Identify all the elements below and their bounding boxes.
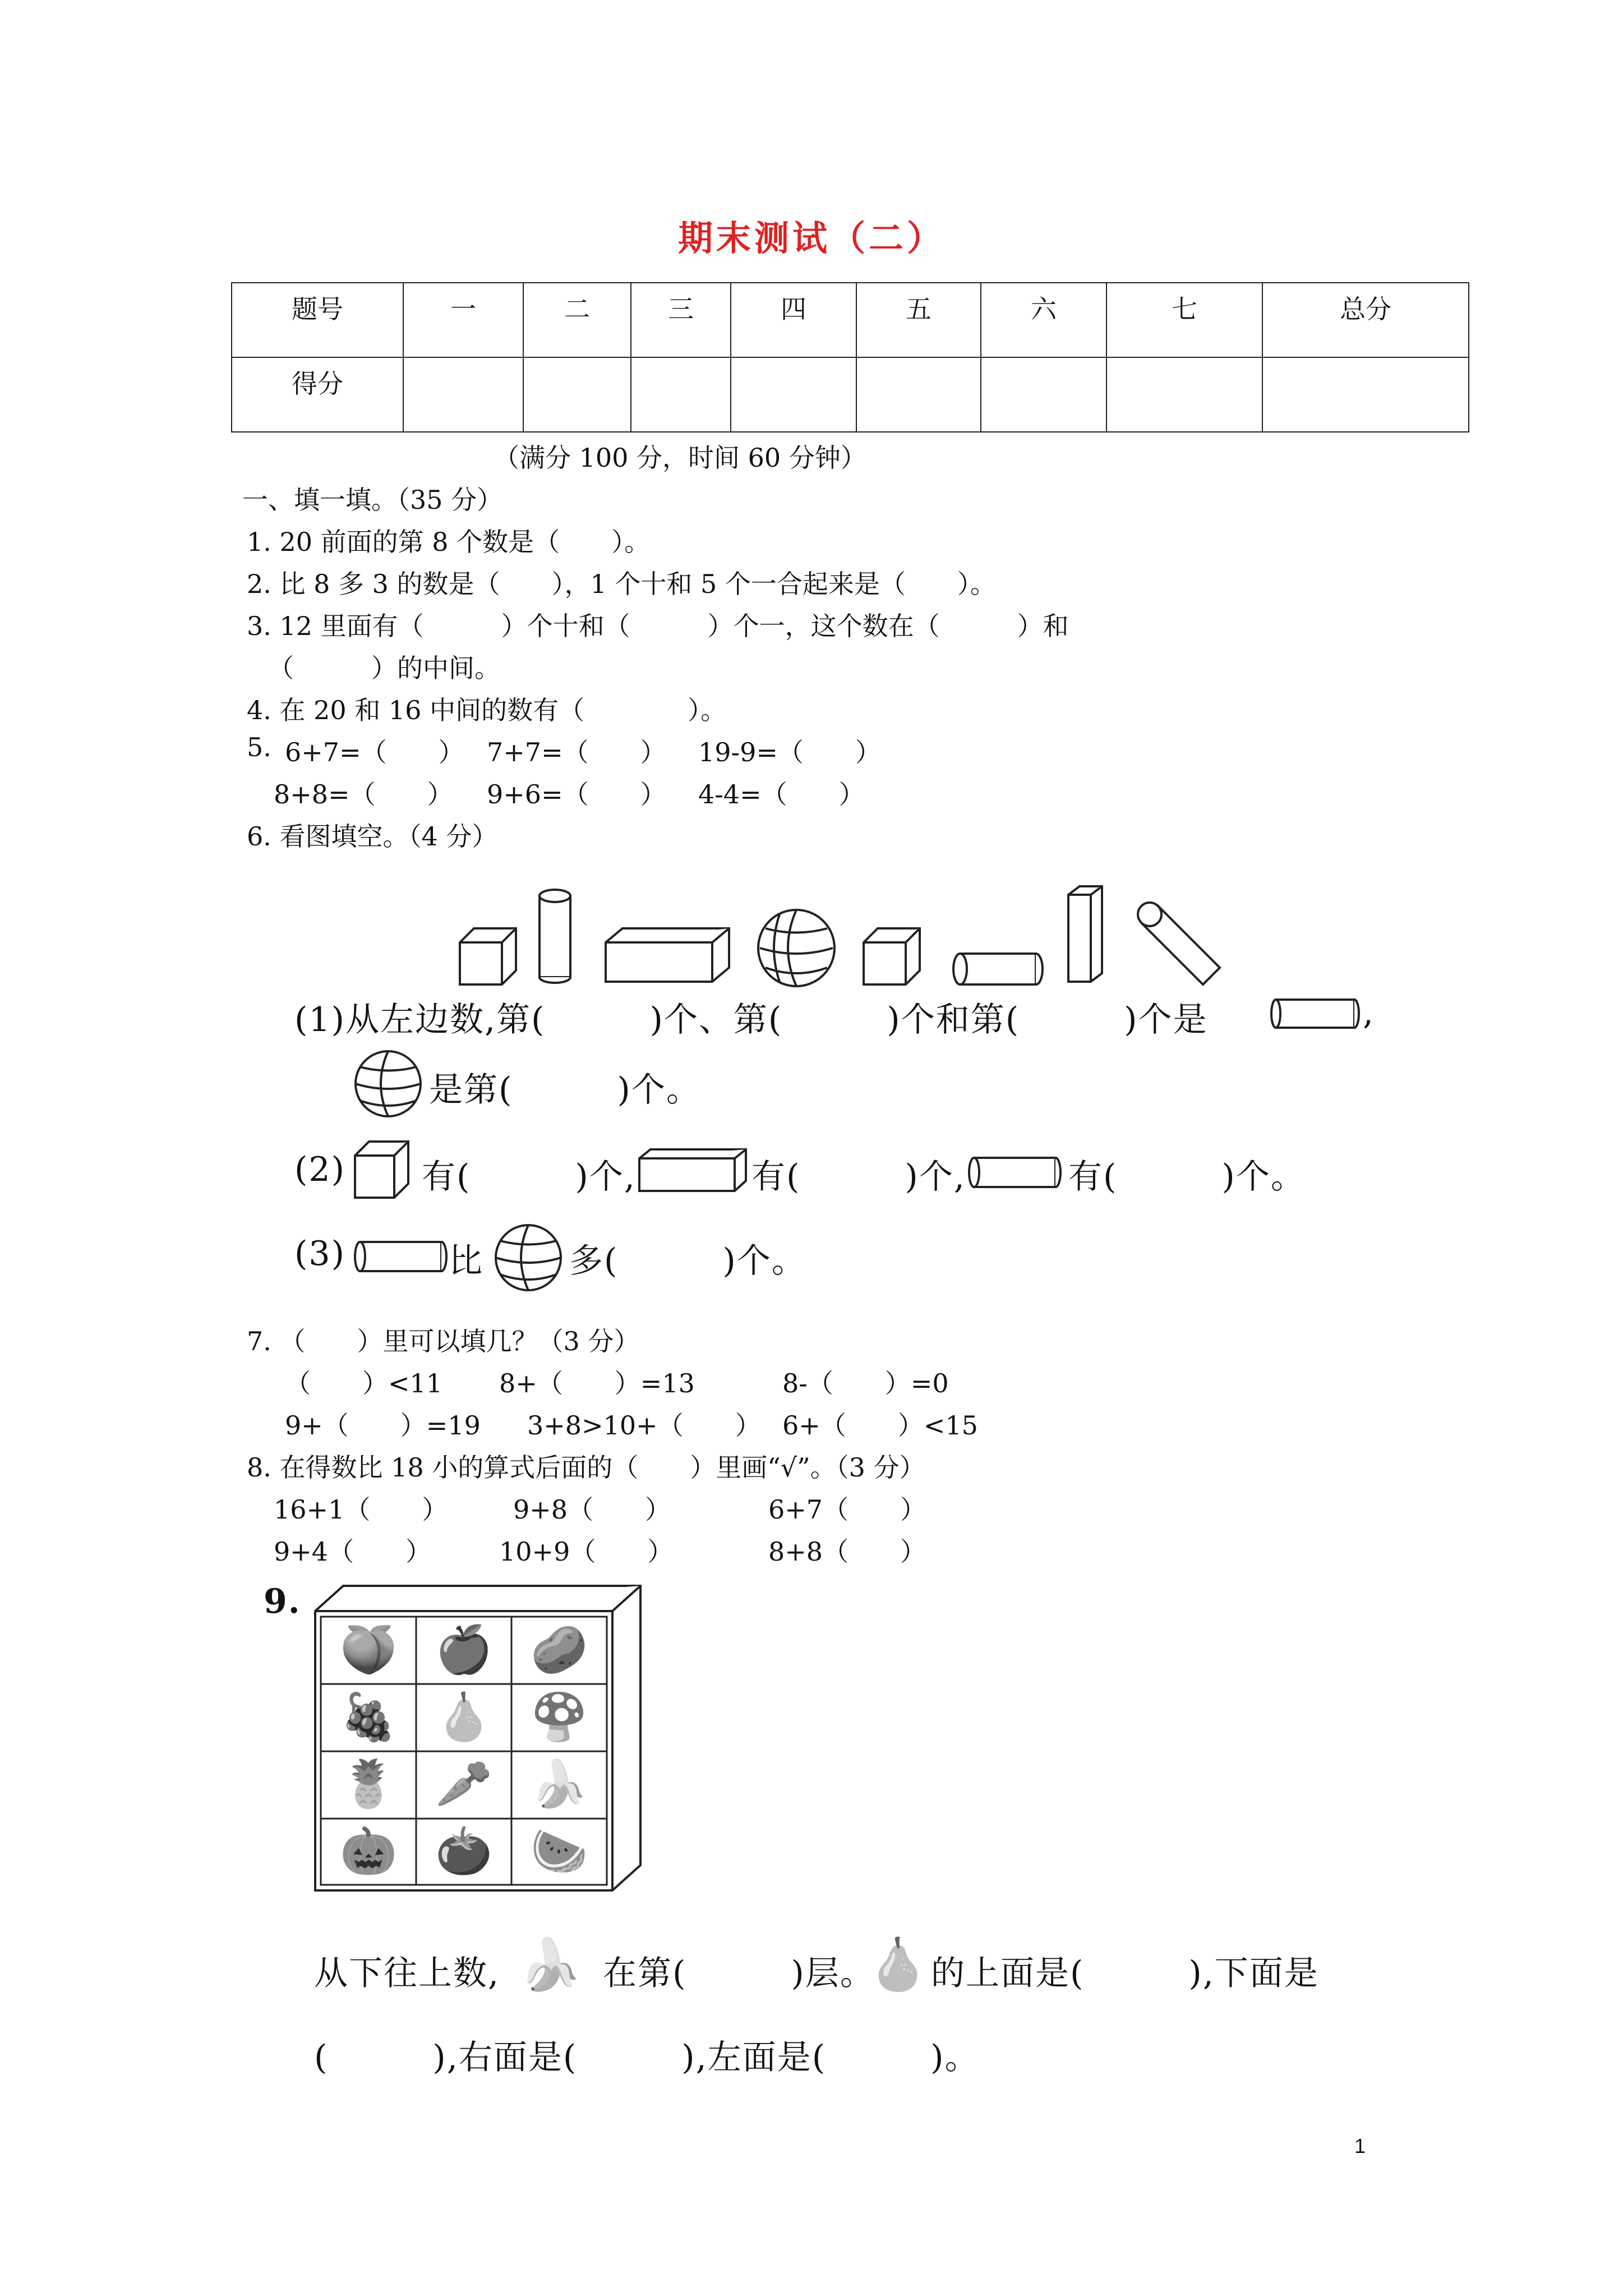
check-item: 16+1（ ） bbox=[274, 1494, 448, 1525]
radish-icon: 🥕 bbox=[435, 1757, 493, 1811]
score-table bbox=[231, 282, 1469, 432]
part-label: (3) bbox=[294, 1234, 345, 1273]
cuboid-shape bbox=[606, 928, 729, 982]
score-cell[interactable] bbox=[403, 357, 523, 432]
inequality: 3+8>10+（ ） bbox=[527, 1410, 761, 1441]
equation: 9+6=（ ） bbox=[487, 779, 666, 809]
tall-cuboid-shape bbox=[1068, 886, 1102, 982]
question-4: 4. 在 20 和 16 中间的数有（ ）。 bbox=[247, 695, 727, 725]
peach-icon: 🍑 bbox=[339, 1623, 398, 1677]
q6-compare-answer: 多( )个。 bbox=[569, 1241, 806, 1281]
pineapple-icon: 🍍 bbox=[339, 1757, 398, 1811]
banana-icon: 🍌 bbox=[519, 1935, 582, 1994]
check-item: 10+9（ ） bbox=[499, 1536, 674, 1567]
q6-cylinder-count: 有( )个。 bbox=[1068, 1157, 1306, 1197]
question-3: 3. 12 里面有（ ）个十和（ ）个一，这个数在（ ）和 bbox=[247, 611, 1069, 641]
banana-icon: 🍌 bbox=[530, 1757, 588, 1811]
apple-icon: 🍎 bbox=[435, 1623, 493, 1677]
page-title: 期末测试（二） bbox=[677, 218, 945, 259]
ball-icon bbox=[353, 1049, 423, 1119]
score-cell[interactable] bbox=[1262, 357, 1469, 432]
cube-shape bbox=[864, 928, 920, 984]
pumpkin-icon: 🎃 bbox=[339, 1824, 398, 1878]
question-9: 9. bbox=[264, 1582, 301, 1621]
mushroom-icon: 🍄 bbox=[530, 1690, 588, 1744]
question-6: 6. 看图填空。（4 分） bbox=[247, 821, 498, 852]
cylinder-upright-shape bbox=[540, 890, 570, 983]
tomato-icon: 🍅 bbox=[435, 1824, 493, 1878]
score-header-cell: 三 bbox=[631, 283, 731, 357]
score-cell[interactable] bbox=[731, 357, 856, 432]
watermelon-icon: 🍉 bbox=[530, 1824, 588, 1878]
inequality: （ ）<11 bbox=[285, 1368, 443, 1398]
score-header-cell: 五 bbox=[856, 283, 981, 357]
shelf-items bbox=[321, 1617, 607, 1885]
q9-line-1-start: 从下往上数, bbox=[314, 1954, 500, 1993]
grapes-icon: 🍇 bbox=[339, 1690, 398, 1744]
score-row-label: 得分 bbox=[232, 357, 403, 432]
equation: 4-4=（ ） bbox=[698, 779, 865, 809]
q6-cube-count: 有( )个, bbox=[422, 1157, 636, 1197]
score-cell[interactable] bbox=[523, 357, 631, 432]
equation: 6+7=（ ） bbox=[285, 737, 464, 767]
score-cell[interactable] bbox=[631, 357, 731, 432]
question-7: 7. （ ）里可以填几？（3 分） bbox=[247, 1326, 640, 1356]
ball-shape bbox=[758, 910, 834, 986]
score-value-row bbox=[232, 357, 1469, 432]
score-header-cell: 题号 bbox=[232, 283, 403, 357]
equation: 8+（ ）=13 bbox=[499, 1368, 695, 1398]
cuboid-icon bbox=[637, 1147, 749, 1195]
score-header-cell: 二 bbox=[523, 283, 631, 357]
pear-icon: 🍐 bbox=[866, 1935, 930, 1994]
equation: 19-9=（ ） bbox=[698, 737, 881, 767]
check-item: 9+8（ ） bbox=[513, 1494, 671, 1525]
ball-icon bbox=[494, 1223, 564, 1293]
compare-word: 比 bbox=[449, 1241, 483, 1281]
check-item: 6+7（ ） bbox=[768, 1494, 926, 1525]
q6-line-2: 是第( )个。 bbox=[429, 1070, 701, 1110]
q9-line-1-end: 的上面是( ),下面是 bbox=[931, 1954, 1319, 1993]
question-5-number: 5. bbox=[247, 732, 271, 762]
q6-cuboid-count: 有( )个, bbox=[751, 1157, 966, 1197]
cylinder-tilted-shape bbox=[1138, 903, 1220, 984]
score-header-cell: 六 bbox=[981, 283, 1106, 357]
cube-shape bbox=[460, 928, 516, 984]
check-item: 8+8（ ） bbox=[768, 1536, 926, 1567]
score-header-cell: 七 bbox=[1106, 283, 1262, 357]
score-cell[interactable] bbox=[856, 357, 981, 432]
score-header-cell: 总分 bbox=[1262, 283, 1469, 357]
score-header-cell: 四 bbox=[731, 283, 856, 357]
score-header-row bbox=[232, 283, 1469, 357]
shapes-row bbox=[449, 878, 1234, 1001]
cylinder-icon bbox=[1270, 997, 1360, 1031]
exam-info: （满分 100 分，时间 60 分钟） bbox=[494, 443, 866, 473]
question-8: 8. 在得数比 18 小的算式后面的（ ）里画“√”。（3 分） bbox=[247, 1452, 925, 1483]
score-header-cell: 一 bbox=[403, 283, 523, 357]
page-number: 1 bbox=[1354, 2134, 1366, 2157]
cylinder-icon bbox=[353, 1240, 449, 1274]
q6-line-1: (1)从左边数,第( )个、第( )个和第( )个是 bbox=[294, 1000, 1208, 1039]
cylinder-icon bbox=[967, 1156, 1063, 1190]
pear-icon: 🍐 bbox=[435, 1690, 493, 1744]
question-3-continued: （ ）的中间。 bbox=[268, 653, 500, 683]
equation: 8-（ ）=0 bbox=[782, 1368, 949, 1398]
question-2: 2. 比 8 多 3 的数是（ ），1 个十和 5 个一合起来是（ ）。 bbox=[247, 569, 996, 599]
equation: 8+8=（ ） bbox=[274, 779, 453, 809]
equation: 9+（ ）=19 bbox=[285, 1410, 481, 1441]
equation: 7+7=（ ） bbox=[487, 737, 666, 767]
question-1: 1. 20 前面的第 8 个数是（ ）。 bbox=[247, 527, 651, 557]
inequality: 6+（ ）<15 bbox=[782, 1410, 978, 1441]
q9-line-2: ( ),右面是( ),左面是( )。 bbox=[314, 2038, 980, 2077]
cylinder-lying-shape bbox=[953, 954, 1043, 984]
score-cell[interactable] bbox=[981, 357, 1106, 432]
section-heading: 一、填一填。（35 分） bbox=[242, 485, 503, 515]
check-item: 9+4（ ） bbox=[274, 1536, 432, 1567]
score-cell[interactable] bbox=[1106, 357, 1262, 432]
cube-icon bbox=[352, 1139, 414, 1203]
part-label: (2) bbox=[294, 1150, 345, 1189]
potato-icon: 🥔 bbox=[530, 1623, 588, 1677]
q9-line-1-middle: 在第( )层。 bbox=[603, 1954, 875, 1993]
comma: , bbox=[1363, 993, 1375, 1032]
